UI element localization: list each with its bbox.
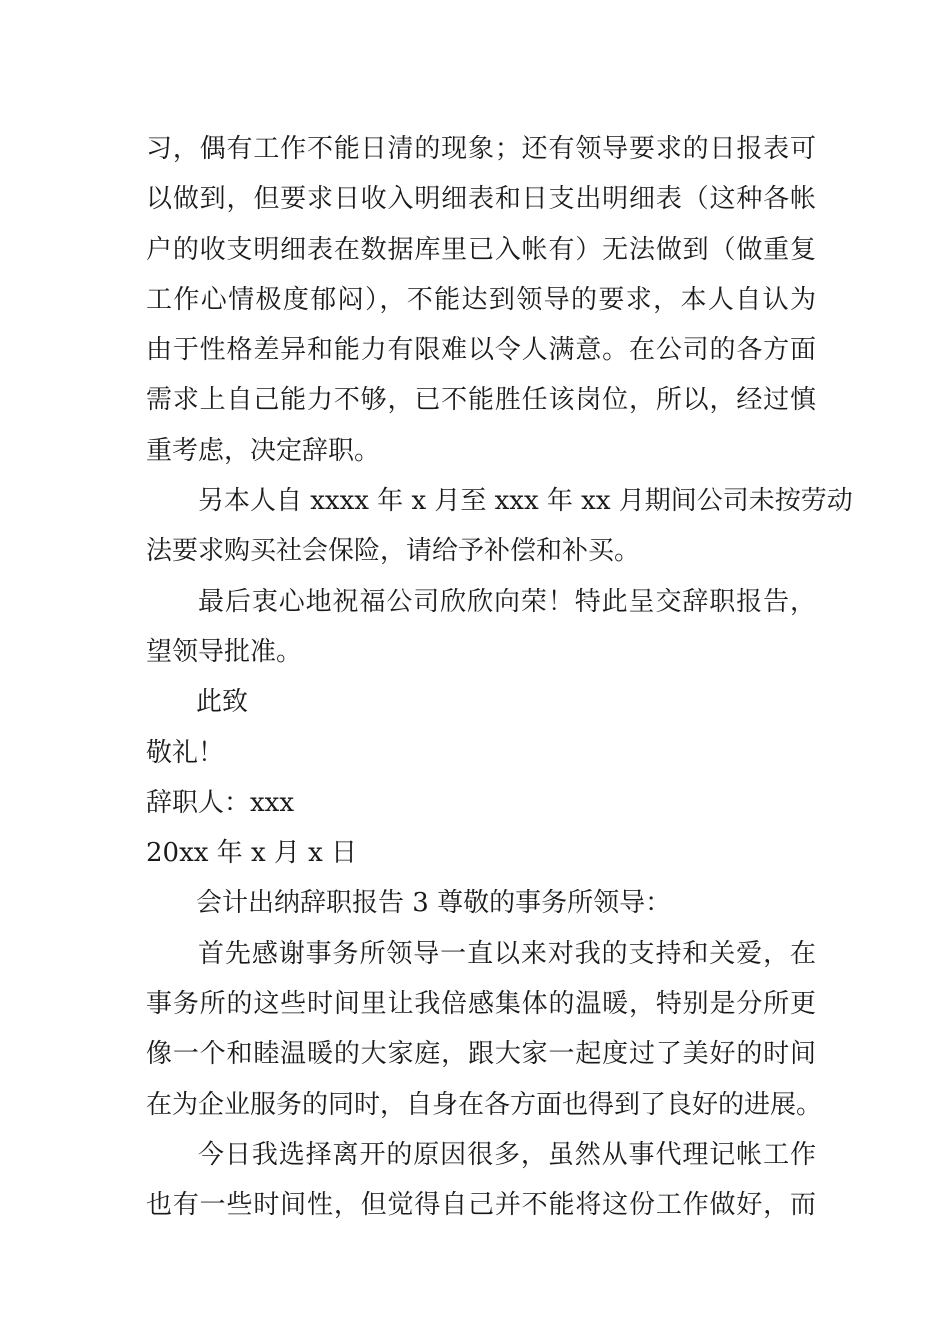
paragraph-line: 由于性格差异和能力有限难以令人满意。在公司的各方面	[146, 335, 816, 366]
paragraph-line: 最后衷心地祝福公司欣欣向荣！特此呈交辞职报告，	[198, 586, 816, 617]
date-line: 20xx 年 x 月 x 日	[146, 838, 358, 869]
paragraph-line: 事务所的这些时间里让我倍感集体的温暖，特别是分所更	[146, 989, 816, 1020]
closing-salutation: 此致	[196, 687, 249, 718]
document-body	[146, 124, 853, 1231]
paragraph-line: 需求上自己能力不够，已不能胜任该岗位，所以，经过慎	[146, 385, 816, 416]
paragraph-line: 在为企业服务的同时，自身在各方面也得到了良好的进展。	[146, 1089, 823, 1120]
signature-line: 辞职人：xxx	[146, 787, 294, 818]
paragraph-line: 另本人自 xxxx 年 x 月至 xxx 年 xx 月期间公司未按劳动	[198, 486, 853, 517]
paragraph-line: 法要求购买社会保险，请给予补偿和补买。	[146, 536, 641, 567]
paragraph-line: 习，偶有工作不能日清的现象；还有领导要求的日报表可	[146, 134, 816, 164]
paragraph-line: 今日我选择离开的原因很多，虽然从事代理记帐工作	[198, 1139, 816, 1170]
paragraph-line: 以做到，但要求日收入明细表和日支出明细表（这种各帐	[146, 184, 816, 215]
paragraph-line: 户的收支明细表在数据库里已入帐有）无法做到（做重复	[146, 234, 816, 265]
paragraph-line: 重考虑，决定辞职。	[146, 435, 381, 466]
paragraph-line: 也有一些时间性，但觉得自己并不能将这份工作做好，而	[146, 1190, 816, 1221]
section-heading: 会计出纳辞职报告 3 尊敬的事务所领导：	[196, 888, 672, 919]
paragraph-line: 望领导批准。	[146, 636, 303, 667]
paragraph-line: 首先感谢事务所领导一直以来对我的支持和关爱，在	[198, 938, 816, 969]
paragraph-line: 工作心情极度郁闷），不能达到领导的要求，本人自认为	[146, 284, 816, 315]
paragraph-line: 像一个和睦温暖的大家庭，跟大家一起度过了美好的时间	[146, 1039, 816, 1070]
closing-regards: 敬礼！	[146, 737, 225, 768]
